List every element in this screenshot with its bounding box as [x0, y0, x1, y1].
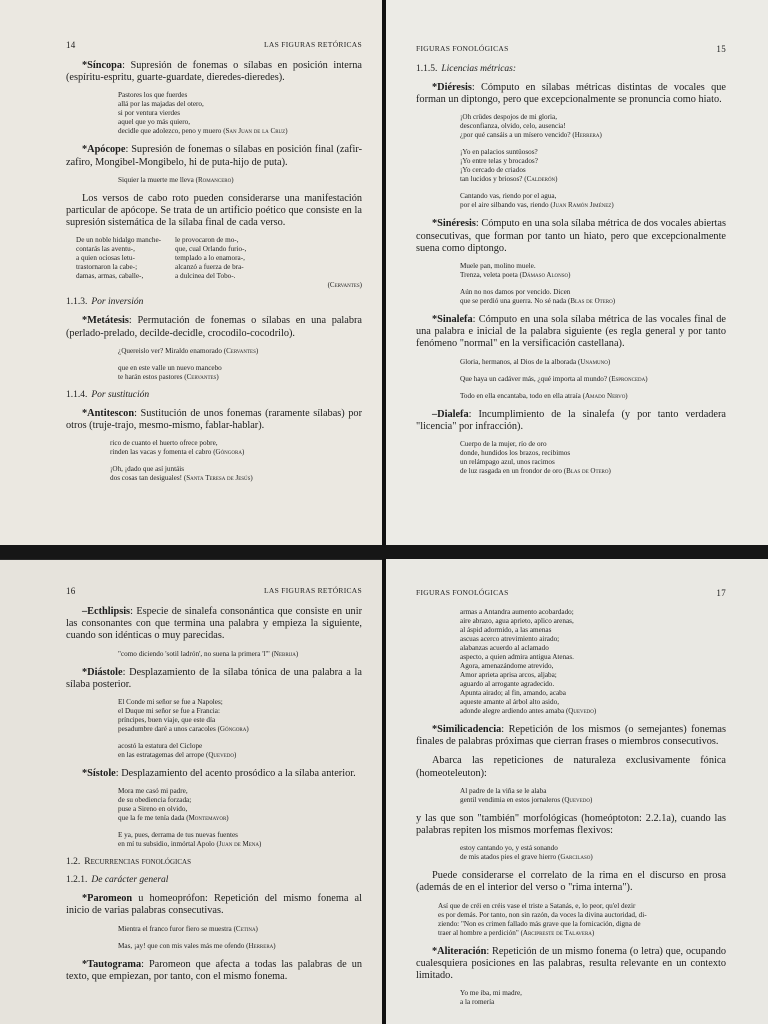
- citation: (Unamuno): [577, 357, 611, 366]
- page-14-content: [66, 40, 362, 491]
- term-definition: : Supresión de fonemas o sílabas en posición interna (espíritu-espritu, guarte-guardate, dieredes-dieredes).: [66, 60, 362, 84]
- term-definition: : Desplazamiento del acento prosódico a la sílaba anterior.: [115, 768, 356, 780]
- citation: (Juan de Mena): [216, 840, 262, 849]
- term-label: *Diéresis: [432, 82, 472, 93]
- citation: (Montemayor): [186, 814, 229, 823]
- paragraph: Puede considerarse el correlato de la rima en el discurso en prosa (además de en el interior del verso o "rima interna").: [416, 870, 726, 894]
- term-definition: : Supresión de fonemas o sílabas en posición final (zafir-zafiro, Mongibel-Mongibelo, hi de puta-hijo de puta).: [66, 144, 362, 168]
- page-number: 15: [716, 44, 726, 54]
- section-number: 1.2.1.: [66, 875, 88, 886]
- entry-paromeon: [66, 893, 362, 917]
- page-15: [386, 0, 768, 545]
- citation: (Nebrija): [271, 649, 299, 658]
- example-verse: [118, 787, 362, 823]
- verse-column-right: le provocaron de mo-, que, cual Orlando furio-, templado a lo enamora-, alcanzó a fuerza de bra- a dulcinea del Tobo-.: [175, 236, 247, 281]
- term-definition: : Incumplimiento de la sinalefa (y por tanto verdadera "licencia" por infracción).: [416, 408, 726, 432]
- section-heading: [416, 64, 726, 74]
- prose-text: Así que de créi en créis vase el triste a Satanás, e, lo peor, qu'el dezir es por demás. Por tanto, non sin razón, da voces la divina auctoridad, di- ziendo: "Non es crimen fallado más grave que la fornicación, digna de traer al hombre a perdición": [438, 901, 647, 937]
- entry-antitescon: [66, 408, 362, 432]
- entry-similicadencia: [416, 724, 726, 748]
- citation: (Arcipreste de Talavera): [520, 928, 595, 937]
- section-title: Licencias métricas:: [441, 64, 517, 74]
- term-definition: : Paromeon que afecta a todas las palabras de un texto, que empiezan, por tanto, con el mismo fonema.: [66, 958, 362, 982]
- citation: (Góngora): [213, 448, 245, 457]
- section-number: 1.2.: [66, 857, 81, 868]
- verse-text: acostó la estatura del Ciclope en las estratagemas del arrope: [118, 742, 205, 760]
- verse-text: Cuerpo de la mujer, río de oro donde, hundidos los brazos, recibimos un relámpago azul, unos racimos de luz rasgada en un frondor de oro: [460, 440, 571, 476]
- entry-diastole: [66, 667, 362, 691]
- verse-text: que en este valle un nuevo mancebo te harán estos pastores: [118, 363, 222, 381]
- paragraph: y las que son "también" morfológicas (homeóptoton: 2.2.1a), cuando las palabras repiten los mismos morfemas flexivos:: [416, 812, 726, 837]
- example-verse: [460, 288, 726, 306]
- citation: (Juan Ramón Jiménez): [550, 201, 614, 210]
- term-definition: : Cómputo en sílabas métricas distintas de vocales que forman un diptongo, pero que excepcionalmente se pronuncia como hiato.: [416, 82, 726, 106]
- running-head-title: FIGURAS FONOLÓGICAS: [416, 44, 509, 53]
- term-definition: : Repetición de los mismos (o semejantes) fonemas finales de palabras próximas que cierran frases o miembros consecutivos.: [416, 724, 726, 748]
- running-header: [416, 44, 726, 54]
- citation: (Herrera): [246, 941, 276, 950]
- term-definition: : Cómputo en una sola sílaba métrica de dos vocales abiertas consecutivas, que forman por tanto un hiato, pero que excepcionalmente suena como diptongo.: [416, 218, 726, 254]
- verse-column-left: De un noble hidalgo manche- contarás las aventu-, a quien ociosas letu- trastornaron la cabe-; damas, armas, caballe-,: [76, 236, 162, 281]
- verse-text: Mas, ¡ay! que con mis vales más me ofendo: [118, 941, 245, 950]
- verse-text: armas a Antandra aumento acobardado; aire abrazo, agua aprieto, aplico arenas, al áspid adormido, a las amenas ascuas acerco atrevimiento airado; alabanzas acuerdo al aclamado aspecto, a quien admira antigua Atenas. Agora, amenazándome atrevido, Amor aprieta aprisa arcos, aljaba; aguardo al arrogante agradecido. Apunta airado; al fin, amando, acaba aqueste amante al árbol alto asido, adonde alegre ardiendo antes amaba: [460, 608, 574, 715]
- verse-text: El Conde mi señor se fue a Napoles; el Duque mi señor se fue a Francia: príncipes, buen viaje, que este día pesadumbre daré a unos caracoles: [118, 698, 223, 734]
- verse-text: estoy cantando yo, y está sonando de mis atados pies el grave hierro: [460, 844, 558, 862]
- entry-apocope: [66, 144, 362, 168]
- example-verse: Yo me iba, mi madre, a la romería: [460, 989, 522, 1007]
- term-label: *Sístole: [82, 768, 116, 780]
- page-14: [0, 0, 382, 545]
- example-verse: [118, 650, 362, 659]
- entry-aliteracion: [416, 946, 726, 983]
- page-16: [0, 560, 382, 1024]
- citation: (Amado Nervo): [582, 391, 628, 400]
- term-label: *Tautograma: [82, 958, 142, 970]
- term-label: *Apócope: [82, 144, 126, 156]
- example-verse: [460, 392, 726, 401]
- page-17-content: [416, 588, 726, 1015]
- example-verse: [460, 113, 726, 140]
- example-verse: [460, 358, 726, 367]
- page-number: 17: [716, 588, 726, 598]
- term-definition: : Sustitución de unos fonemas (raramente sílabas) por otros (truje-trajo, mesmo-mismo, fablar-hablar).: [66, 407, 362, 432]
- paragraph-cabo-roto: Los versos de cabo roto pueden considerarse una manifestación particular de apócope. Se trata de un artificio poético que consiste en la supresión sistemática de la sílaba final de cada verso.: [66, 192, 362, 229]
- citation: (Garcilaso): [558, 853, 593, 862]
- example-verse: [118, 347, 362, 356]
- verse-text: Mientra el franco furor fiero se muestra: [118, 924, 232, 933]
- term-label: *Síncopa: [82, 60, 123, 71]
- running-head-title: LAS FIGURAS RETÓRICAS: [264, 586, 362, 595]
- section-title: Recurrencias fonológicas: [84, 857, 191, 868]
- entry-dieresis: [416, 82, 726, 106]
- example-verse: [460, 608, 726, 716]
- term-definition: u homeoprófon: Repetición del mismo fonema al inicio de varias palabras consecutivas.: [66, 893, 362, 917]
- example-verse: [118, 698, 362, 734]
- verse-text: Muele pan, molino muele. Trenza, veleta poeta: [460, 262, 536, 280]
- verse-text: Que haya un cadáver más, ¿qué importa al mundo?: [460, 374, 608, 383]
- entry-sincopa: [66, 60, 362, 84]
- book-gutter: [382, 0, 386, 1024]
- entry-metatesis: [66, 315, 362, 339]
- example-verse: [110, 439, 362, 457]
- term-label: *Similicadencia: [432, 724, 502, 735]
- example-verse: [460, 192, 726, 210]
- example-verse: [118, 364, 362, 382]
- example-verse: [118, 942, 362, 951]
- entry-sineresis: [416, 218, 726, 255]
- citation: (Santa Teresa de Jesús): [183, 474, 253, 483]
- example-verse: [118, 925, 362, 934]
- term-label: *Sinéresis: [432, 218, 476, 230]
- term-definition: : Cómputo en una sola sílaba métrica de las vocales final de una palabra e inicial de la palabra siguiente (es regla general y por tanto fenómeno "normal" en la versificación castellana).: [416, 314, 726, 350]
- term-label: *Metátesis: [82, 315, 129, 327]
- citation: (Cervantes): [327, 281, 362, 290]
- verse-text: Al padre de la viña se le alaba gentil vendimia en estos jornaleros: [460, 786, 561, 804]
- entry-dialefa: [416, 409, 726, 433]
- running-head-title: FIGURAS FONOLÓGICAS: [416, 588, 509, 597]
- citation: (Quevedo): [562, 795, 593, 804]
- verse-text: Todo en ella encantaba, todo en ella atraía: [460, 391, 581, 400]
- citation: (Quevedo): [206, 751, 237, 760]
- citation: (Cervantes): [184, 372, 219, 381]
- term-definition: : Especie de sinalefa consonántica que consiste en unir las consonantes con que termina una palabra y empieza la siguiente, cuando son idénticas o muy parecidas.: [66, 606, 362, 642]
- citation: (Góngora): [217, 725, 249, 734]
- example-verse: [460, 787, 726, 805]
- verse-text: Pastores los que fuerdes allá por las majadas del otero, si por ventura vierdes aquel que yo más quiero, decidle que adolezco, peno y muero: [118, 91, 222, 136]
- running-head-title: LAS FIGURAS RETÓRICAS: [264, 40, 362, 49]
- term-label: *Diástole: [82, 666, 123, 678]
- term-label: *Sinalefa: [432, 314, 473, 326]
- citation: (Cetina): [233, 924, 258, 933]
- spread-separator: [0, 545, 768, 559]
- citation: (Espronceda): [608, 374, 648, 383]
- section-heading: [66, 297, 362, 307]
- term-label: *Aliteración: [432, 945, 487, 957]
- paragraph: Abarca las repeticiones de naturaleza exclusivamente fónica (homeoteleuton):: [416, 755, 726, 779]
- verse-text: rico de cuanto el huerto ofrece pobre, rinden las vacas y fomenta el cabro: [110, 439, 218, 457]
- verse-text: Cantando vas, riendo por el agua, por el aire silbando vas, riendo: [460, 192, 557, 210]
- entry-sistole: [66, 768, 362, 780]
- verse-text: ¡Yo en palacios suntüosos? ¡Yo entre telas y brocados? ¡Yo cercado de criados tan lucidos y briosos?: [460, 148, 538, 184]
- section-heading: [66, 857, 362, 867]
- section-heading: [66, 390, 362, 400]
- verse-text: Gloria, hermanos, al Dios de la alborada: [460, 357, 577, 366]
- section-number: 1.1.4.: [66, 389, 88, 400]
- verse-text: Mora me casó mi padre, de su obediencia forzada; puse a Sireno en olvido, que la fe me tenía dada: [118, 787, 192, 823]
- example-verse: [118, 831, 362, 849]
- example-verse: [460, 262, 726, 280]
- section-number: 1.1.5.: [416, 64, 438, 74]
- term-definition: : Repetición de un mismo fonema (o letra) que, ocupando cualesquiera posiciones en las palabras, resulta relevante en un contexto limitado.: [416, 945, 726, 982]
- example-verse: [460, 375, 726, 384]
- example-verse: [110, 465, 362, 483]
- example-verse: [118, 176, 362, 185]
- citation: (Herrera): [572, 131, 602, 140]
- citation: (Calderón): [524, 175, 558, 184]
- citation: (Quevedo): [565, 707, 597, 715]
- citation: (Cervantes): [223, 346, 259, 355]
- example-verse: [460, 148, 726, 184]
- section-title: De carácter general: [91, 875, 169, 886]
- running-header: [66, 586, 362, 596]
- entry-ecthlipsis: [66, 606, 362, 643]
- citation: (San Juan de la Cruz): [223, 127, 288, 136]
- citation: (Blas de Otero): [563, 467, 611, 476]
- section-number: 1.1.3.: [66, 297, 88, 308]
- term-definition: : Desplazamiento de la sílaba tónica de una palabra a la sílaba posterior.: [66, 666, 362, 690]
- citation: (Dámaso Alonso): [519, 271, 571, 280]
- citation: (Romancero): [195, 175, 234, 184]
- verse-text: E ya, pues, derrama de tus nuevas fuentes en mí tu subsidio, inmórtal Apolo: [118, 831, 238, 849]
- verse-text: Siquier la muerte me lleva: [118, 175, 194, 184]
- page-16-content: [66, 586, 362, 990]
- example-verse: [118, 742, 362, 760]
- example-verse: [460, 440, 726, 476]
- term-label: *Paromeon: [82, 893, 133, 905]
- example-verse: [460, 844, 726, 862]
- verse-text: ¡Oh crüdes despojos de mi gloria, desconfianza, olvido, celo, ausencia! ¿por qué cansáis a un mísero vencido?: [460, 113, 571, 140]
- running-header: [416, 588, 726, 598]
- verse-text: Aún no nos damos por vencido. Dicen que se perdió una guerra. No sé nada: [460, 288, 571, 306]
- page-15-content: [416, 44, 726, 484]
- verse-text: ¡Oh, ¡dado que así juntáis dos cosas tan desiguales!: [110, 465, 185, 483]
- verse-text: "como diciendo 'sotil ladrón', no suena la primera 'l'": [118, 649, 270, 658]
- page-number: 16: [66, 586, 76, 596]
- entry-tautograma: [66, 959, 362, 983]
- section-title: Por sustitución: [91, 389, 150, 400]
- section-title: Por inversión: [91, 297, 144, 308]
- section-heading: [66, 875, 362, 885]
- two-column-verse: [76, 236, 362, 281]
- page-17: [386, 556, 768, 1024]
- example-verse: [118, 91, 362, 136]
- verse-text: ¿Quereislo ver? Miraldo enamorado: [118, 346, 222, 355]
- term-label: –Ecthlipsis: [82, 606, 131, 617]
- term-label: –Dialefa: [432, 408, 469, 420]
- example-prose: [438, 902, 726, 938]
- entry-sinalefa: [416, 314, 726, 351]
- citation: (Blas de Otero): [567, 297, 616, 306]
- page-number: 14: [66, 40, 76, 50]
- running-header: [66, 40, 362, 50]
- term-label: *Antitescon: [82, 407, 135, 419]
- term-definition: : Permutación de fonemas o sílabas en una palabra (perlado-prelado, decilde-decidle, crocodilo-cocodrilo).: [66, 315, 362, 339]
